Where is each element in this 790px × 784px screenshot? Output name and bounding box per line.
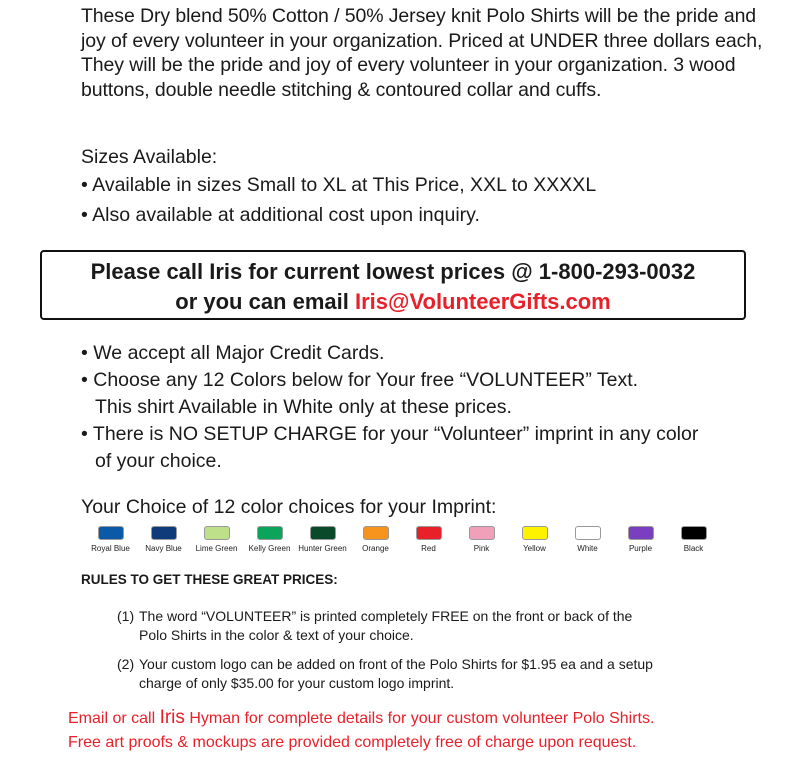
call-to-action-box <box>40 250 746 320</box>
color-swatch[interactable] <box>561 526 614 553</box>
color-swatch-label: Yellow <box>523 544 546 553</box>
sizes-heading: Sizes Available: <box>81 146 218 168</box>
color-swatch-label: Lime Green <box>195 544 238 553</box>
color-chip <box>575 526 601 540</box>
list-item: • Available in sizes Small to XL at This Price, XXL to XXXXL <box>81 174 597 196</box>
email-line <box>42 289 744 315</box>
color-swatch-label: Navy Blue <box>145 544 182 553</box>
color-swatch-label: Royal Blue <box>91 544 130 553</box>
color-swatch[interactable] <box>402 526 455 553</box>
product-description: These Dry blend 50% Cotton / 50% Jersey knit Polo Shirts will be the pride and joy of every volunteer in your organization. Priced at UNDER three dollars each, They will be the pride and joy of every volunteer in your organization. 3 wood buttons, double needle stitching & contoured collar and cuffs. <box>81 5 763 101</box>
color-swatch[interactable] <box>614 526 667 553</box>
color-swatch-label: White <box>577 544 598 553</box>
rule-item <box>117 607 757 645</box>
color-swatch-row <box>84 526 720 553</box>
color-chip <box>151 526 177 540</box>
imprint-heading: Your Choice of 12 color choices for your Imprint: <box>81 496 497 518</box>
color-swatch-label: Black <box>683 544 704 553</box>
footer-prefix: Email or call <box>68 710 160 727</box>
contact-name: Iris <box>159 707 185 728</box>
color-swatch[interactable] <box>190 526 243 553</box>
email-prefix: or you can email <box>175 289 355 314</box>
color-chip <box>257 526 283 540</box>
color-swatch[interactable] <box>349 526 402 553</box>
footer-suffix: Hyman for complete details for your custom volunteer Polo Shirts. <box>184 710 655 727</box>
benefit-text: There is NO SETUP CHARGE for your “Volunteer” imprint in any color <box>92 423 699 445</box>
color-chip <box>522 526 548 540</box>
footer-line: Free art proofs & mockups are provided completely free of charge upon request. <box>68 734 637 751</box>
size-item-text: Available in sizes Small to XL at This Price, XXL to XXXXL <box>92 174 597 196</box>
color-swatch-label: Pink <box>473 544 490 553</box>
rule-number: (1) <box>117 608 135 624</box>
color-swatch-label: Hunter Green <box>298 544 347 553</box>
list-item-continued: This shirt Available in White only at these prices. <box>95 396 512 418</box>
color-chip <box>98 526 124 540</box>
color-swatch[interactable] <box>667 526 720 553</box>
list-item: • There is NO SETUP CHARGE for your “Volunteer” imprint in any color <box>81 423 699 445</box>
list-item-continued: of your choice. <box>95 450 222 472</box>
color-chip <box>310 526 336 540</box>
size-item-text: Also available at additional cost upon inquiry. <box>92 204 480 226</box>
benefit-text: We accept all Major Credit Cards. <box>93 342 385 364</box>
rule-text: The word “VOLUNTEER” is printed completely FREE on the front or back of the <box>139 608 633 624</box>
rule-text-continued: Polo Shirts in the color & text of your choice. <box>139 627 414 643</box>
color-chip <box>628 526 654 540</box>
color-swatch[interactable] <box>243 526 296 553</box>
color-swatch-label: Purple <box>628 544 653 553</box>
color-swatch[interactable] <box>508 526 561 553</box>
email-link[interactable]: Iris@VolunteerGifts.com <box>354 289 611 314</box>
color-chip <box>681 526 707 540</box>
list-item: • We accept all Major Credit Cards. <box>81 342 385 364</box>
rule-number: (2) <box>117 656 135 672</box>
benefit-text: Choose any 12 Colors below for Your free “VOLUNTEER” Text. <box>93 369 639 391</box>
color-swatch-label: Red <box>421 544 436 553</box>
rule-text: Your custom logo can be added on front of the Polo Shirts for $1.95 ea and a setup <box>139 656 653 672</box>
rule-item <box>117 655 757 693</box>
footer-line <box>68 706 654 731</box>
color-swatch[interactable] <box>455 526 508 553</box>
list-item: • Also available at additional cost upon inquiry. <box>81 204 480 226</box>
color-swatch[interactable] <box>84 526 137 553</box>
rule-text-continued: charge of only $35.00 for your custom logo imprint. <box>139 675 455 691</box>
color-swatch-label: Kelly Green <box>248 544 291 553</box>
color-chip <box>204 526 230 540</box>
sizes-list <box>81 172 596 232</box>
rules-heading: RULES TO GET THESE GREAT PRICES: <box>81 572 338 587</box>
color-chip <box>469 526 495 540</box>
color-swatch-label: Orange <box>362 544 389 553</box>
footer-note <box>68 706 654 755</box>
benefits-list <box>81 340 698 475</box>
color-swatch[interactable] <box>137 526 190 553</box>
color-chip <box>363 526 389 540</box>
call-line: Please call Iris for current lowest prices @ 1-800-293-0032 <box>90 259 696 284</box>
list-item: • Choose any 12 Colors below for Your free “VOLUNTEER” Text. <box>81 369 639 391</box>
color-swatch[interactable] <box>296 526 349 553</box>
color-chip <box>416 526 442 540</box>
